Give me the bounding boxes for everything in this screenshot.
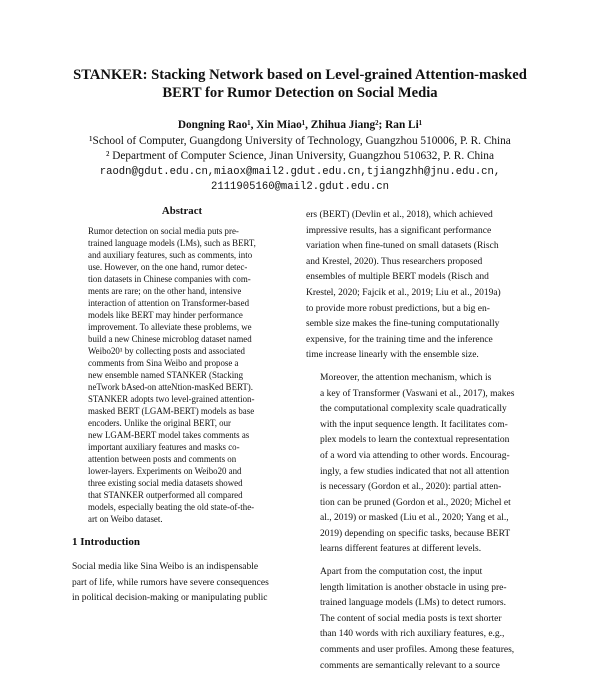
abstract-line: neTwork bAsed-on atteNtion-masKed BERT). — [88, 382, 253, 393]
right-column — [306, 208, 532, 674]
body-line: with the input sequence length. It facilitates com- — [320, 419, 508, 430]
abstract-line: Rumor detection on social media puts pre- — [88, 226, 239, 237]
body-line: ensembles of multiple BERT models (Risch and — [306, 272, 489, 283]
abstract-line: and auxiliary features, such as comments, into — [88, 250, 253, 261]
emails-line-1: raodn@gdut.edu.cn,miaox@mail2.gdut.edu.cn,tjiangzhh@jnu.edu.cn, — [99, 165, 501, 178]
intro-line: part of life, while rumors have severe consequences — [72, 577, 269, 588]
body-line: a key of Transformer (Vaswani et al., 2017), makes — [320, 388, 515, 399]
abstract-body — [88, 225, 276, 525]
body-line: the computational complexity scale quadratically — [320, 404, 507, 415]
abstract-heading: Abstract — [161, 205, 203, 217]
body-line: variation when fine-tuned on small datasets (Risch — [306, 241, 499, 252]
abstract-line: models like BERT may hinder performance — [88, 310, 243, 321]
title-line-2: BERT for Rumor Detection on Social Media — [162, 85, 438, 101]
intro-line: Social media like Sina Weibo is an indispensable — [72, 562, 259, 572]
paragraph-2 — [306, 371, 532, 558]
body-line: tion can be pruned (Gordon et al., 2020; Michel et — [320, 497, 511, 508]
abstract-line: lower-layers. Experiments on Weibo20 and — [88, 466, 242, 477]
introduction-heading: 1 Introduction — [72, 536, 140, 548]
body-line: time increase linearly with the ensemble size. — [306, 350, 479, 361]
body-line: ingly, a few studies indicated that not all attention — [320, 466, 510, 477]
abstract-line: art on Weibo dataset. — [88, 514, 163, 525]
intro-line: in political decision-making or manipulating public — [72, 593, 268, 604]
abstract-line: attention between posts and comments on — [88, 454, 237, 465]
abstract-line: important auxiliary features and masks co- — [88, 442, 240, 453]
body-line: 2019) depending on specific tasks, because BERT — [320, 528, 511, 539]
body-line: to provide more robust predictions, but a big en- — [306, 303, 490, 314]
author-names: Dongning Rao¹, Xin Miao¹, Zhihua Jiang²; Ran Li¹ — [177, 119, 423, 131]
abstract-section — [88, 205, 276, 525]
emails-line-2: 2111905160@mail2.gdut.edu.cn — [210, 181, 389, 193]
body-line: al., 2019) or masked (Liu et al., 2020; Yang et al., — [320, 513, 509, 524]
abstract-line: that STANKER outperformed all compared — [88, 490, 243, 501]
affiliation-2: ² Department of Computer Science, Jinan University, Guangzhou 510632, P. R. China — [106, 150, 494, 162]
paragraph-3 — [306, 565, 532, 674]
abstract-line: build a new Chinese microblog dataset named — [88, 334, 252, 345]
body-line: The content of social media posts is text shorter — [320, 613, 502, 624]
body-line: comments are semantically relevant to a source — [320, 660, 500, 671]
abstract-line: interaction of attention on Transformer-based — [88, 298, 250, 309]
body-line: impressive results, has a significant performance — [306, 225, 492, 236]
body-line: Moreover, the attention mechanism, which is — [320, 372, 492, 383]
body-line: Krestel, 2020; Fajcik et al., 2019; Liu et al., 2019a) — [306, 287, 501, 298]
abstract-line: use. However, on the one hand, rumor detec- — [88, 262, 248, 273]
body-line: trained language models (LMs) to detect rumors. — [320, 598, 506, 609]
body-line: length limitation is another obstacle in using pre- — [320, 582, 507, 593]
paragraph-1 — [306, 208, 532, 364]
abstract-line: encoders. Unlike the original BERT, our — [88, 418, 231, 429]
abstract-line: STANKER adopts two level-grained attention- — [88, 394, 255, 405]
abstract-line: trained language models (LMs), such as BERT, — [88, 238, 256, 249]
body-line: of a word via attending to other words. Encourag- — [320, 450, 510, 461]
body-line: than 140 words with rich auxiliary features, e.g., — [320, 629, 505, 640]
body-line: ers (BERT) (Devlin et al., 2018), which achieved — [306, 210, 493, 220]
body-line: plex models to learn the contextual representation — [320, 435, 510, 446]
author-block — [40, 118, 560, 196]
abstract-line: models, especially beating the old state-of-the- — [88, 502, 255, 513]
body-line: is necessary (Gordon et al., 2020): partial atten- — [320, 482, 502, 493]
abstract-line: three existing social media datasets showed — [88, 478, 243, 489]
abstract-line: comments from Sina Weibo and propose a — [88, 358, 239, 369]
body-line: learns different features at different levels. — [320, 544, 482, 555]
paper-title — [40, 66, 560, 102]
title-line-1: STANKER: Stacking Network based on Level-grained Attention-masked — [73, 67, 527, 83]
body-line: comments and user profiles. Among these features, — [320, 645, 515, 656]
affiliation-1: ¹School of Computer, Guangdong University of Technology, Guangzhou 510006, P. R. China — [89, 134, 511, 147]
abstract-line: Weibo20¹ by collecting posts and associated — [88, 346, 245, 357]
abstract-line: masked BERT (LGAM-BERT) models as base — [88, 406, 255, 417]
body-line: Apart from the computation cost, the input — [320, 567, 483, 578]
body-line: expensive, for the training time and the inference — [306, 334, 493, 345]
abstract-line: tion datasets in Chinese companies with com- — [88, 274, 251, 285]
body-line: semble size makes the fine-tuning computationally — [306, 319, 500, 330]
body-line: and Krestel, 2020). Thus researchers proposed — [306, 256, 483, 267]
abstract-line: new LGAM-BERT model takes comments as — [88, 430, 250, 441]
abstract-line: ments are rare; on the other hand, intensive — [88, 286, 242, 297]
abstract-line: new ensemble named STANKER (Stacking — [88, 370, 244, 381]
abstract-line: improvement. To alleviate these problems, we — [88, 322, 252, 333]
